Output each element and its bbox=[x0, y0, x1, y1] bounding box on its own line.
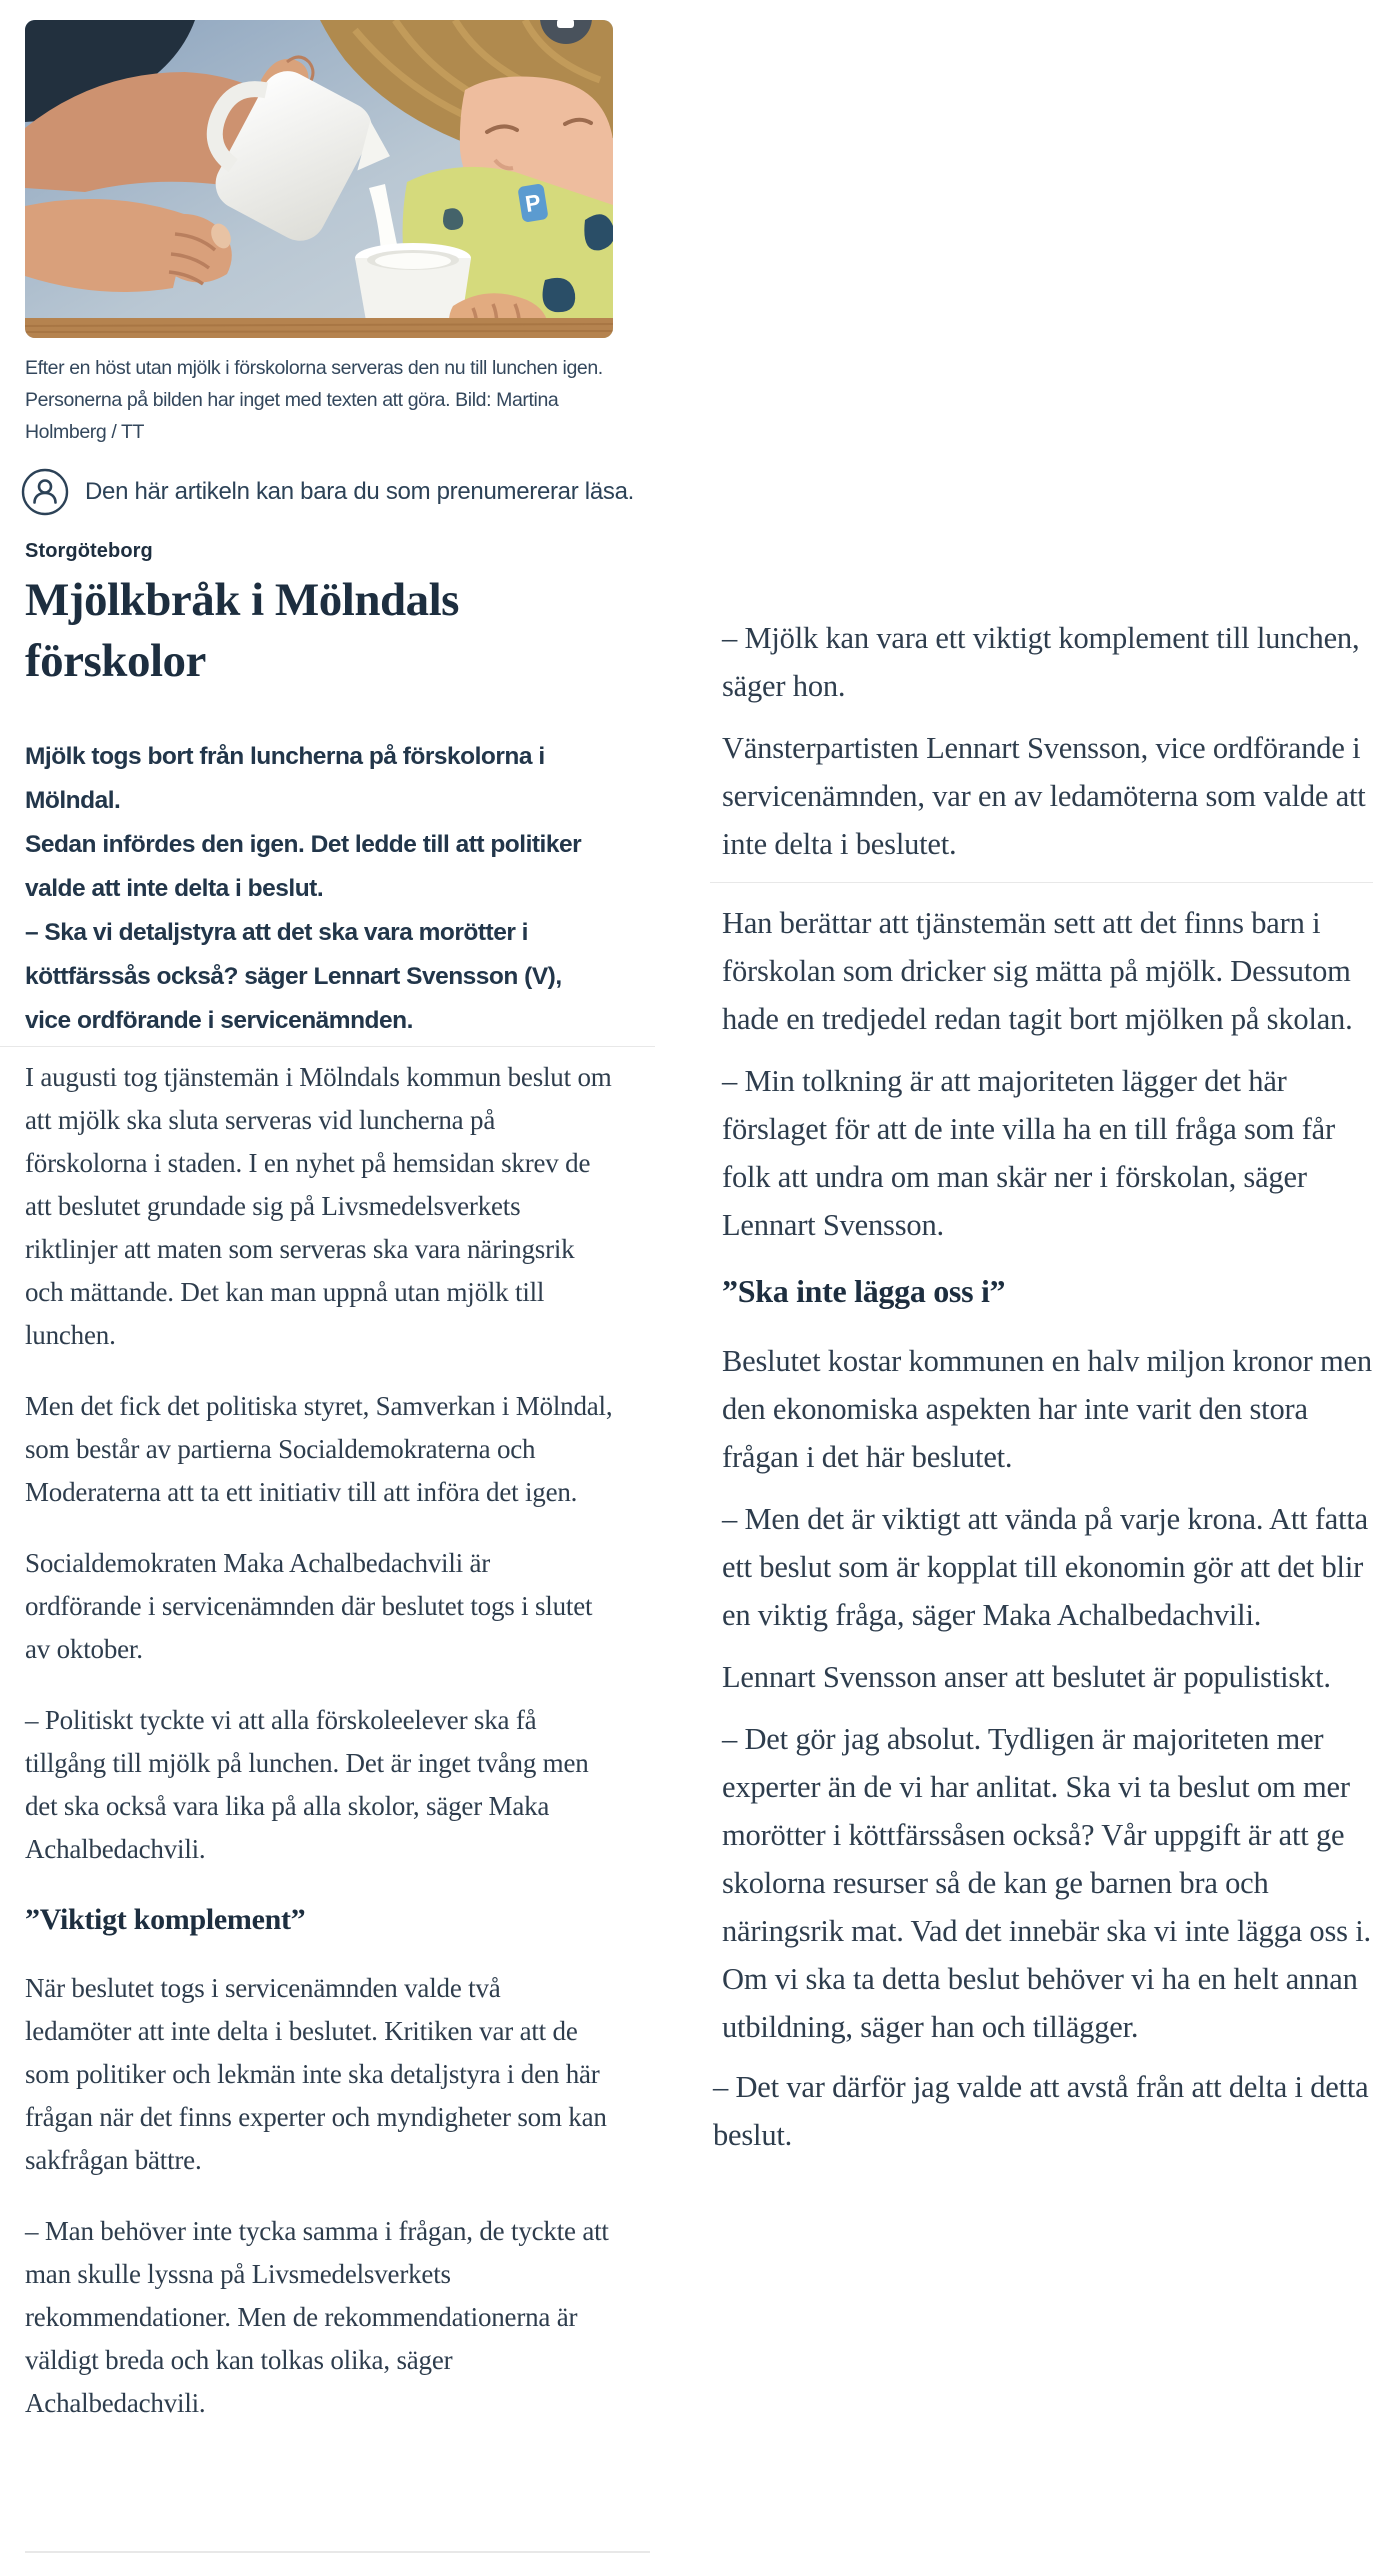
subheading-viktigt-komplement: ”Viktigt komplement” bbox=[25, 1903, 306, 1936]
paywall-text: Den här artikeln kan bara du som prenumererar läsa. bbox=[85, 478, 634, 505]
article-paragraph: – Men det är viktigt att vända på varje krona. Att fatta ett beslut som är kopplat till ekonomin gör att det blir en viktig fråga, säger Maka Achalbedachvili. bbox=[722, 1502, 1369, 1632]
article-paragraph: Vänsterpartisten Lennart Svensson, vice ordförande i servicenämnden, var en av ledamöterna som valde att inte delta i beslutet. bbox=[722, 731, 1366, 861]
article-paragraph: Men det fick det politiska styret, Samverkan i Mölndal, som består av partierna Socialdemokraterna och Moderaterna att ta ett initiativ till att införa det igen. bbox=[25, 1391, 613, 1507]
article-paragraph: – Det gör jag absolut. Tydligen är majoriteten mer experter än de vi har anlitat. Ska vi ta beslut om mer morötter i köttfärssåsen också? Vår uppgift är att ge skolorna resurser så de kan ge barnen bra och näringsrik mat. Vad det innebär ska vi inte lägga oss i. Om vi ska ta detta beslut behöver vi ha en helt annan utbildning, säger han och tillägger. bbox=[722, 1722, 1371, 2044]
paywall-notice bbox=[21, 468, 634, 516]
article-body-right-column bbox=[710, 614, 1373, 2173]
lead-paragraph: Sedan infördes den igen. Det ledde till att politiker valde att inte delta i beslut. bbox=[25, 831, 582, 902]
article-paragraph: När beslutet togs i servicenämnden valde två ledamöter att inte delta i beslutet. Kritiken var att de som politiker och lekmän inte ska detaljstyra i den här frågan när det finns experter och myndigheter som kan sakfrågan bättre. bbox=[25, 1973, 607, 2175]
photo-caption: Efter en höst utan mjölk i förskolorna serveras den nu till lunchen igen. Personerna på bilden har inget med texten att göra. Bild: Martina Holmberg / TT bbox=[25, 357, 603, 443]
article-body-left-column bbox=[25, 1056, 613, 2453]
article-lead bbox=[25, 735, 585, 1043]
article-paragraph: – Det var därför jag valde att avstå från att delta i detta beslut. bbox=[713, 2070, 1369, 2152]
subscriber-person-icon bbox=[21, 468, 69, 516]
article-paragraph: – Min tolkning är att majoriteten lägger det här förslaget för att de inte villa ha en till fråga som får folk att undra om man skär ner i förskolan, säger Lennart Svensson. bbox=[722, 1064, 1335, 1242]
article-paragraph: – Politiskt tyckte vi att alla förskoleelever ska få tillgång till mjölk på lunchen. Det är inget tvång men det ska också vara lika på alla skolor, säger Maka Achalbedachvili. bbox=[25, 1705, 589, 1864]
divider bbox=[710, 882, 1373, 883]
section-label-storgoteborg[interactable]: Storgöteborg bbox=[25, 540, 153, 562]
photo-illustration-child-pouring-milk bbox=[25, 20, 613, 338]
article-headline: Mjölkbråk i Mölndals förskolor bbox=[25, 574, 459, 687]
shirt-p-badge: P bbox=[517, 183, 548, 223]
divider bbox=[0, 1046, 655, 1047]
article-paragraph: I augusti tog tjänstemän i Mölndals kommun beslut om att mjölk ska sluta serveras vid luncherna på förskolorna i staden. I en nyhet på hemsidan skrev de att beslutet grundade sig på Livsmedelsverkets riktlinjer att maten som serveras ska vara näringsrik och mättande. Det kan man uppnå utan mjölk till lunchen. bbox=[25, 1062, 612, 1350]
article-paragraph: Han berättar att tjänstemän sett att det finns barn i förskolan som dricker sig mätta på mjölk. Dessutom hade en tredjedel redan tagit bort mjölken på skolan. bbox=[722, 906, 1353, 1036]
article-photo bbox=[25, 20, 613, 338]
lead-paragraph: – Ska vi detaljstyra att det ska vara morötter i köttfärssås också? säger Lennart Svensson (V), vice ordförande i servicenämnden. bbox=[25, 919, 562, 1034]
article-paragraph: Beslutet kostar kommunen en halv miljon kronor men den ekonomiska aspekten har inte varit den stora frågan i det här beslutet. bbox=[722, 1344, 1372, 1474]
subheading-ska-inte-lagga-oss-i: ”Ska inte lägga oss i” bbox=[722, 1273, 1006, 1309]
fab-notch-icon bbox=[557, 20, 574, 28]
divider bbox=[25, 2551, 650, 2553]
lead-paragraph: Mjölk togs bort från luncherna på förskolorna i Mölndal. bbox=[25, 743, 545, 814]
article-paragraph: – Mjölk kan vara ett viktigt komplement till lunchen, säger hon. bbox=[722, 621, 1360, 703]
article-paragraph: Lennart Svensson anser att beslutet är populistiskt. bbox=[722, 1660, 1331, 1694]
article-paragraph: Socialdemokraten Maka Achalbedachvili är ordförande i servicenämnden där beslutet togs i slutet av oktober. bbox=[25, 1548, 593, 1664]
article-paragraph: – Man behöver inte tycka samma i frågan, de tyckte att man skulle lyssna på Livsmedelsverkets rekommendationer. Men de rekommendationerna är väldigt breda och kan tolkas olika, säger Achalbedachvili. bbox=[25, 2216, 609, 2418]
